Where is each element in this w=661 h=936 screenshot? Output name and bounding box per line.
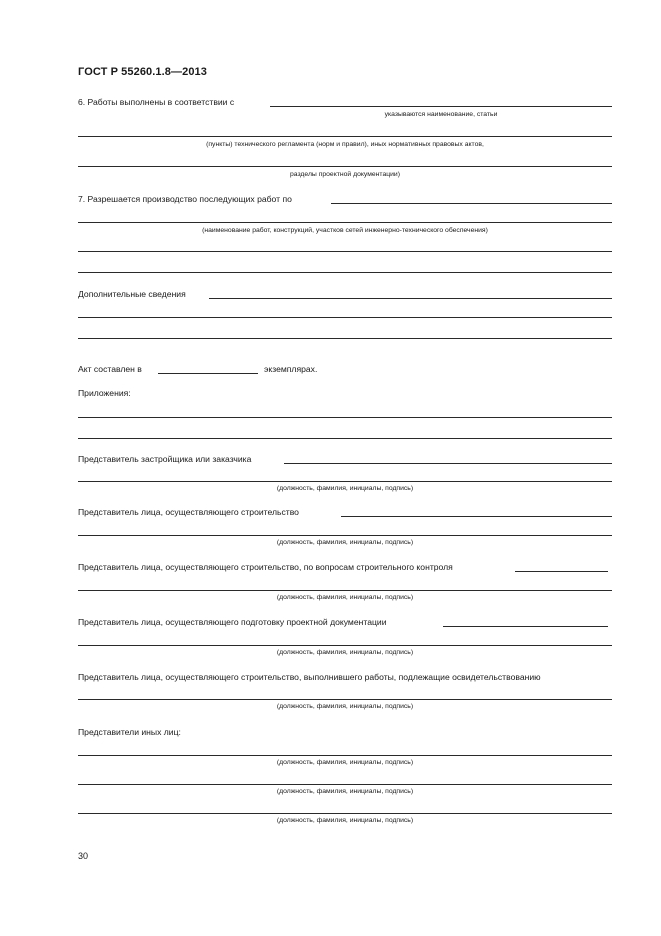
performer-rep-signature-line [78,699,612,700]
builder-rep-fill-line [341,516,612,517]
designer-rep-fill-line [443,626,608,627]
performer-rep-caption: (должность, фамилия, инициалы, подпись) [276,703,414,710]
additional-fill-line-3 [78,338,612,339]
section6-label: 6. Работы выполнены в соответствии с [78,97,235,107]
section6-caption-2: (пункты) технического регламента (норм и правил), иных нормативных правовых актов, [206,141,484,148]
section7-fill-line-2 [78,222,612,223]
builder-rep-signature-line [78,535,612,536]
section7-fill-line-3 [78,251,612,252]
designer-rep-signature-line [78,645,612,646]
builder-control-rep-caption: (должность, фамилия, инициалы, подпись) [276,594,414,601]
developer-rep-caption: (должность, фамилия, инициалы, подпись) [276,485,414,492]
appendices-fill-line-1 [78,417,612,418]
builder-rep-caption: (должность, фамилия, инициалы, подпись) [276,539,414,546]
developer-rep-signature-line [78,481,612,482]
additional-fill-line-1 [209,298,612,299]
designer-rep-caption: (должность, фамилия, инициалы, подпись) [276,649,414,656]
developer-rep-label: Представитель застройщика или заказчика [78,454,252,464]
other-rep-2-signature-line [78,784,612,785]
section7-caption-1: (наименование работ, конструкций, участков сетей инженерно-технического обеспечения) [202,227,488,234]
section6-fill-line-2 [78,136,612,137]
appendices-fill-line-2 [78,438,612,439]
other-reps-label: Представители иных лиц: [78,727,181,737]
developer-rep-fill-line [284,463,612,464]
document-title: ГОСТ Р 55260.1.8—2013 [78,66,207,78]
section7-label: 7. Разрешается производство последующих работ по [78,194,292,204]
designer-rep-label: Представитель лица, осуществляющего подготовку проектной документации [78,617,387,627]
section6-fill-line-1 [270,106,612,107]
other-rep-1-signature-line [78,755,612,756]
appendices-label: Приложения: [78,388,131,398]
additional-info-label: Дополнительные сведения [78,289,186,299]
act-copies-fill-line [158,373,258,374]
other-rep-1-caption: (должность, фамилия, инициалы, подпись) [276,759,414,766]
section6-fill-line-3 [78,166,612,167]
additional-fill-line-2 [78,317,612,318]
other-rep-3-signature-line [78,813,612,814]
other-rep-2-caption: (должность, фамилия, инициалы, подпись) [276,788,414,795]
section6-caption-1: указываются наименование, статьи [384,111,498,118]
builder-control-rep-label: Представитель лица, осуществляющего строительство, по вопросам строительного контроля [78,562,453,572]
builder-control-rep-signature-line [78,590,612,591]
performer-rep-label: Представитель лица, осуществляющего строительство, выполнившего работы, подлежащие освидетельствованию [78,672,541,682]
page-number: 30 [78,851,89,861]
section7-fill-line-4 [78,272,612,273]
other-rep-3-caption: (должность, фамилия, инициалы, подпись) [276,817,414,824]
builder-control-rep-fill-line [515,571,608,572]
section6-caption-3: разделы проектной документации) [289,171,400,178]
act-copies-suffix: экземплярах. [264,364,318,374]
act-copies-prefix: Акт составлен в [78,364,142,374]
builder-rep-label: Представитель лица, осуществляющего строительство [78,507,299,517]
section7-fill-line-1 [331,203,612,204]
